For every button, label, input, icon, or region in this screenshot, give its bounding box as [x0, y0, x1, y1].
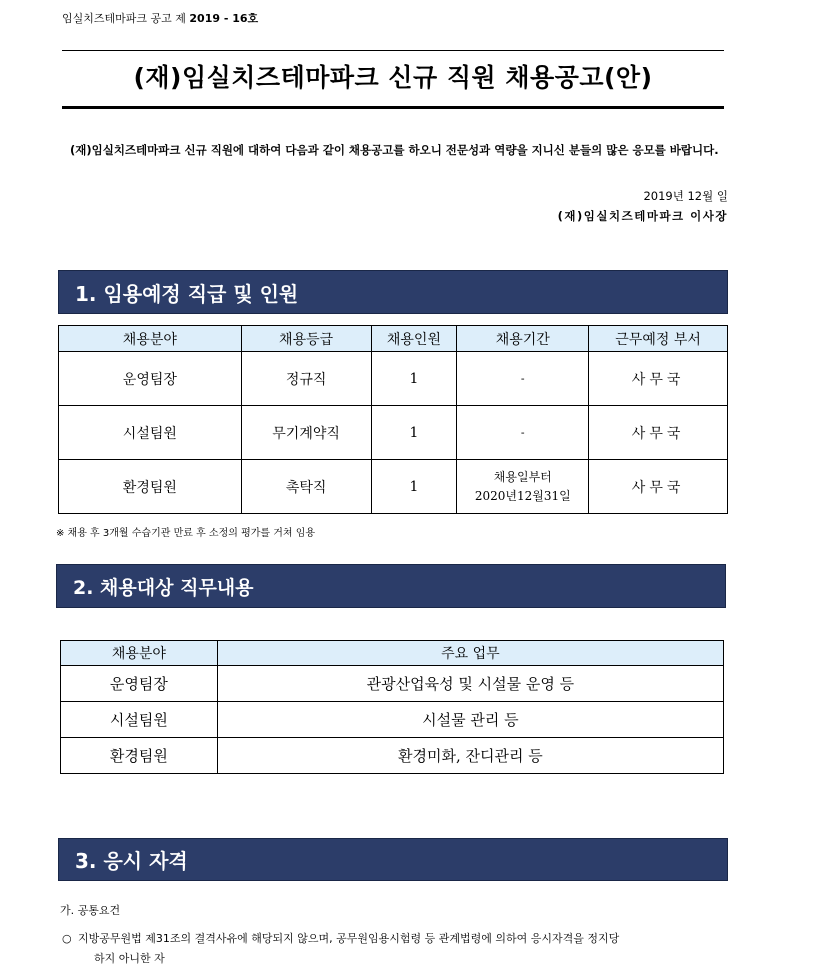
cell-grade: 촉탁직	[241, 460, 371, 514]
page-title: (재)임실치즈테마파크 신규 직원 채용공고(안)	[133, 63, 653, 92]
footnote: ※ 채용 후 3개월 수습기관 만료 후 소정의 평가를 거쳐 임용	[56, 528, 316, 539]
section-2-title: 2. 채용대상 직무내용	[73, 576, 254, 599]
notice-prefix: 임실치즈테마파크 공고 제	[62, 12, 186, 25]
section-1-title: 1. 임용예정 직급 및 인원	[75, 281, 299, 306]
signer: (재)임실치즈테마파크 이사장	[557, 209, 728, 223]
col-header: 채용인원	[371, 326, 457, 352]
cell-field: 시설팀원	[61, 702, 218, 738]
sub-heading: 가. 공통요건	[60, 904, 121, 917]
col-header: 채용기간	[457, 326, 589, 352]
list-item	[62, 929, 734, 965]
table-row	[59, 406, 728, 460]
cell-period: -	[457, 406, 589, 460]
cell-duty: 관광산업육성 및 시설물 운영 등	[217, 666, 723, 702]
cell-count: 1	[371, 406, 457, 460]
cell-field: 운영팀장	[59, 352, 242, 406]
section-2-header	[56, 564, 726, 608]
circle-bullet-icon: ○	[62, 932, 72, 945]
cell-department: 사무국	[589, 460, 728, 514]
section-3-header	[58, 838, 728, 881]
table-row	[59, 460, 728, 514]
table-row	[61, 702, 724, 738]
intro-paragraph: (재)임실치즈테마파크 신규 직원에 대하여 다음과 같이 채용공고를 하오니 전문성과 역량을 지니신 분들의 많은 응모를 바랍니다.	[70, 143, 719, 157]
cell-department: 사무국	[589, 352, 728, 406]
bullet-text-line1: 지방공무원법 제31조의 결격사유에 해당되지 않으며, 공무원임용시험령 등 관계법령에 의하여 응시자격을 정지당	[78, 932, 620, 945]
cell-field: 환경팀원	[59, 460, 242, 514]
cell-period	[457, 460, 589, 514]
title-rule-top	[62, 50, 724, 51]
title-rule-bottom	[62, 106, 724, 109]
col-header: 채용분야	[59, 326, 242, 352]
table-row	[61, 738, 724, 774]
col-header: 주요 업무	[217, 641, 723, 666]
cell-duty: 환경미화, 잔디관리 등	[217, 738, 723, 774]
cell-count: 1	[371, 460, 457, 514]
table-row	[59, 352, 728, 406]
table-header-row	[59, 326, 728, 352]
table-header-row	[61, 641, 724, 666]
duties-table	[60, 640, 724, 774]
cell-grade: 정규직	[241, 352, 371, 406]
col-header: 채용등급	[241, 326, 371, 352]
bullet-text-line2: 하지 아니한 자	[94, 952, 165, 965]
cell-duty: 시설물 관리 등	[217, 702, 723, 738]
notice-suffix: 호	[247, 12, 259, 25]
cell-period: -	[457, 352, 589, 406]
notice-number	[62, 10, 258, 26]
cell-field: 환경팀원	[61, 738, 218, 774]
announcement-date: 2019년 12월 일	[643, 189, 728, 203]
cell-department: 사무국	[589, 406, 728, 460]
section-3-title: 3. 응시 자격	[75, 849, 188, 873]
cell-field: 시설팀원	[59, 406, 242, 460]
period-start: 채용일부터	[493, 469, 552, 484]
col-header: 근무예정 부서	[589, 326, 728, 352]
cell-field: 운영팀장	[61, 666, 218, 702]
positions-table	[58, 325, 728, 514]
notice-number-value: 2019 - 16	[189, 12, 248, 25]
col-header: 채용분야	[61, 641, 218, 666]
cell-grade: 무기계약직	[241, 406, 371, 460]
section-1-header	[58, 270, 728, 314]
cell-count: 1	[371, 352, 457, 406]
table-row	[61, 666, 724, 702]
period-end: 2020년12월31일	[474, 488, 571, 503]
